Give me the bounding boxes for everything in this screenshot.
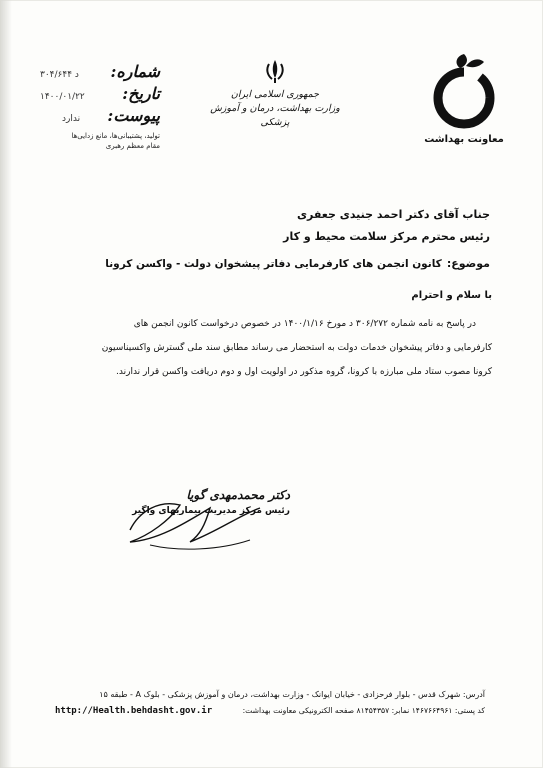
slogan-attribution: مقام معظم رهبری	[105, 142, 160, 150]
addressee-name: جناب آقای دکتر احمد جنیدی جعفری	[296, 208, 490, 221]
addressee-block	[80, 208, 490, 274]
body-line-2: کارفرمایی و دفاتر پیشخوان خدمات دولت به استحضار می رساند مطابق سند ملی گسترش واکسیناسیون	[101, 343, 492, 353]
number-label: شماره:	[110, 62, 160, 81]
subject-line	[80, 252, 490, 274]
number-value: ۳۰۴/۶۴۴ د	[40, 70, 79, 80]
letter-footer	[55, 688, 485, 718]
subject-text: کانون انجمن های کارفرمایی دفاتر پیشخوان دولت - واکسن کرونا	[105, 258, 442, 270]
date-row	[40, 84, 160, 106]
date-value: ۱۴۰۰/۰۱/۲۲	[40, 92, 85, 102]
footer-website[interactable]: http://Health.behdasht.gov.ir	[55, 706, 213, 716]
signature-block	[110, 480, 290, 560]
addressee-title: رئیس محترم مرکز سلامت محیط و کار	[283, 230, 490, 243]
signatory-name: دکتر محمدمهدی گویا	[186, 488, 290, 502]
body-line-1: در پاسخ به نامه شماره ۳۰۶/۲۷۲ د مورخ ۱۴۰۰/۱/۱۶ در خصوص درخواست کانون انجمن های	[133, 319, 476, 329]
iran-emblem-icon	[200, 58, 350, 88]
letter-meta	[40, 62, 160, 150]
greeting: با سلام و احترام	[411, 290, 492, 301]
health-logo-icon	[420, 50, 508, 130]
letter-body	[60, 290, 492, 384]
body-line-3: کرونا مصوب ستاد ملی مبارزه با کرونا، گروه مذکور در اولویت اول و دوم دریافت واکسن قرار ندارند.	[116, 367, 492, 377]
attachment-label: پیوست:	[107, 106, 160, 125]
logo-caption: معاونت بهداشت	[424, 134, 504, 145]
ministry-block	[200, 58, 350, 138]
footer-postal: کد پستی: ۱۴۶۷۶۶۴۹۶۱ نمابر: ۸۱۴۵۴۳۵۷ صفحه الکترونیکی معاونت بهداشت:	[242, 706, 485, 715]
subject-label: موضوع:	[446, 257, 490, 270]
slogan: تولید، پشتیبانی‌ها، مانع زدایی‌ها	[71, 132, 160, 140]
scan-edge-shadow	[0, 0, 12, 768]
ministry-line-1: جمهوری اسلامی ایران	[230, 89, 320, 100]
number-row	[40, 62, 160, 84]
footer-address: آدرس: شهرک قدس - بلوار فرحزادی - خیابان ایوانک - وزارت بهداشت، درمان و آموزش پزشکی - بلوک A - طبقه ۱۵	[99, 690, 485, 699]
vice-chancellor-logo	[420, 50, 508, 150]
footer-contact-row	[55, 704, 485, 718]
signatory-title: رئیس مرکز مدیریت بیماریهای واگیر	[132, 506, 290, 516]
ministry-line-2: وزارت بهداشت، درمان و آموزش پزشکی	[210, 103, 340, 128]
attachment-row	[40, 106, 160, 128]
attachment-value: ندارد	[62, 114, 81, 124]
date-label: تاریخ:	[122, 84, 160, 103]
